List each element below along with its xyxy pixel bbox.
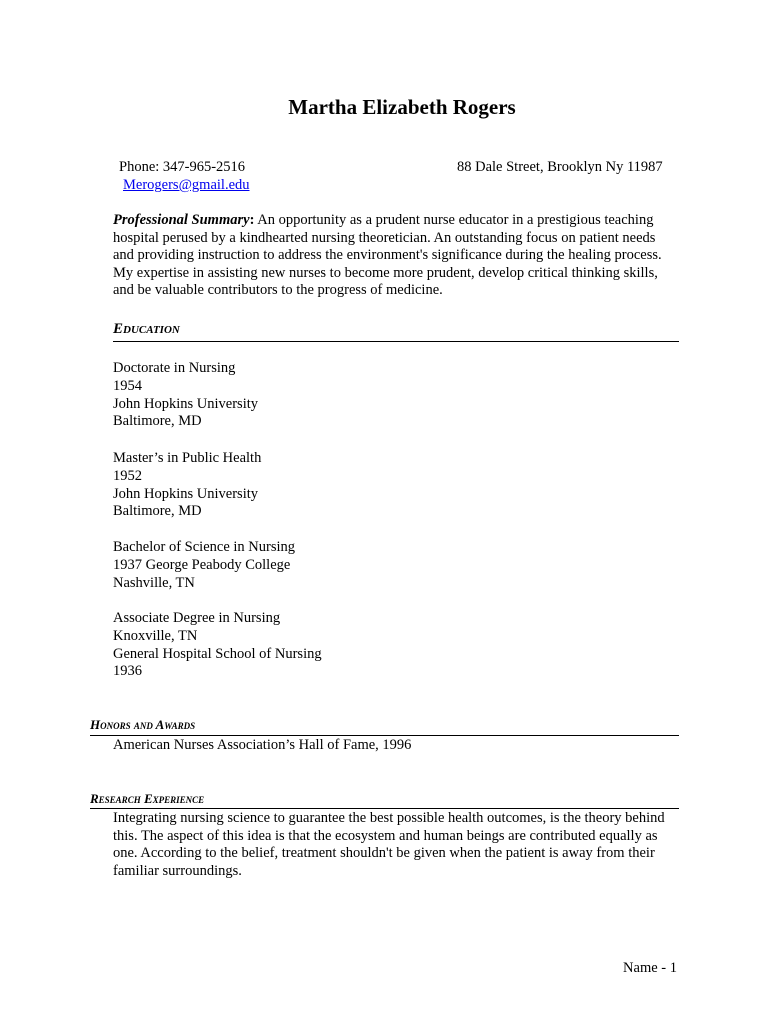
email-link[interactable]: Merogers@gmail.edu bbox=[123, 177, 250, 193]
degree-year: 1954 bbox=[113, 377, 142, 394]
education-entry-associate bbox=[113, 610, 322, 681]
research-description: Integrating nursing science to guarantee the best possible health outcomes, is the theory behind this. The aspect of this idea is that the ecosystem and human beings are contributed equally as one. According to the belief, treatment shouldn't be given when the patient is away from their familiar surroundings. bbox=[113, 810, 665, 879]
degree-year: 1936 bbox=[113, 663, 142, 680]
education-heading: Education bbox=[113, 319, 679, 342]
degree-location: Baltimore, MD bbox=[113, 503, 202, 520]
degree-year: 1952 bbox=[113, 467, 142, 484]
degree-school: John Hopkins University bbox=[113, 395, 258, 412]
degree-title: Master’s in Public Health bbox=[113, 450, 262, 466]
degree-school: John Hopkins University bbox=[113, 485, 258, 502]
education-entry-doctorate bbox=[113, 360, 258, 431]
education-entry-masters bbox=[113, 450, 261, 521]
page-footer: Name - 1 bbox=[623, 960, 677, 976]
degree-title: Bachelor of Science in Nursing bbox=[113, 539, 296, 555]
degree-title: Doctorate in Nursing bbox=[113, 360, 236, 376]
summary-colon: : bbox=[249, 212, 255, 228]
professional-summary bbox=[113, 212, 679, 300]
phone-number: Phone: 347-965-2516 bbox=[119, 159, 246, 175]
mailing-address: 88 Dale Street, Brooklyn Ny 11987 bbox=[457, 159, 663, 175]
education-entry-bachelor bbox=[113, 539, 295, 592]
degree-year-school: 1937 George Peabody College bbox=[113, 556, 291, 573]
degree-location: Baltimore, MD bbox=[113, 413, 202, 430]
degree-title: Associate Degree in Nursing bbox=[113, 610, 281, 626]
summary-text: An opportunity as a prudent nurse educator in a prestigious teaching hospital perused by a kindhearted nursing theoretician. An outstanding focus on patient needs and providing instruction to address the environment's significance during the healing process. My expertise in assisting new nurses to become more prudent, develop critical thinking skills, and be valuable contributors to the progress of medicine. bbox=[113, 212, 662, 298]
research-heading: Research Experience bbox=[90, 790, 679, 809]
summary-label: Professional Summary bbox=[113, 212, 250, 228]
degree-school: General Hospital School of Nursing bbox=[113, 645, 322, 662]
degree-location: Knoxville, TN bbox=[113, 627, 198, 644]
resume-name: Martha Elizabeth Rogers bbox=[288, 95, 516, 119]
honors-award: American Nurses Association’s Hall of Fame, 1996 bbox=[113, 737, 412, 753]
degree-location: Nashville, TN bbox=[113, 574, 195, 591]
honors-heading: Honors and Awards bbox=[90, 716, 679, 736]
